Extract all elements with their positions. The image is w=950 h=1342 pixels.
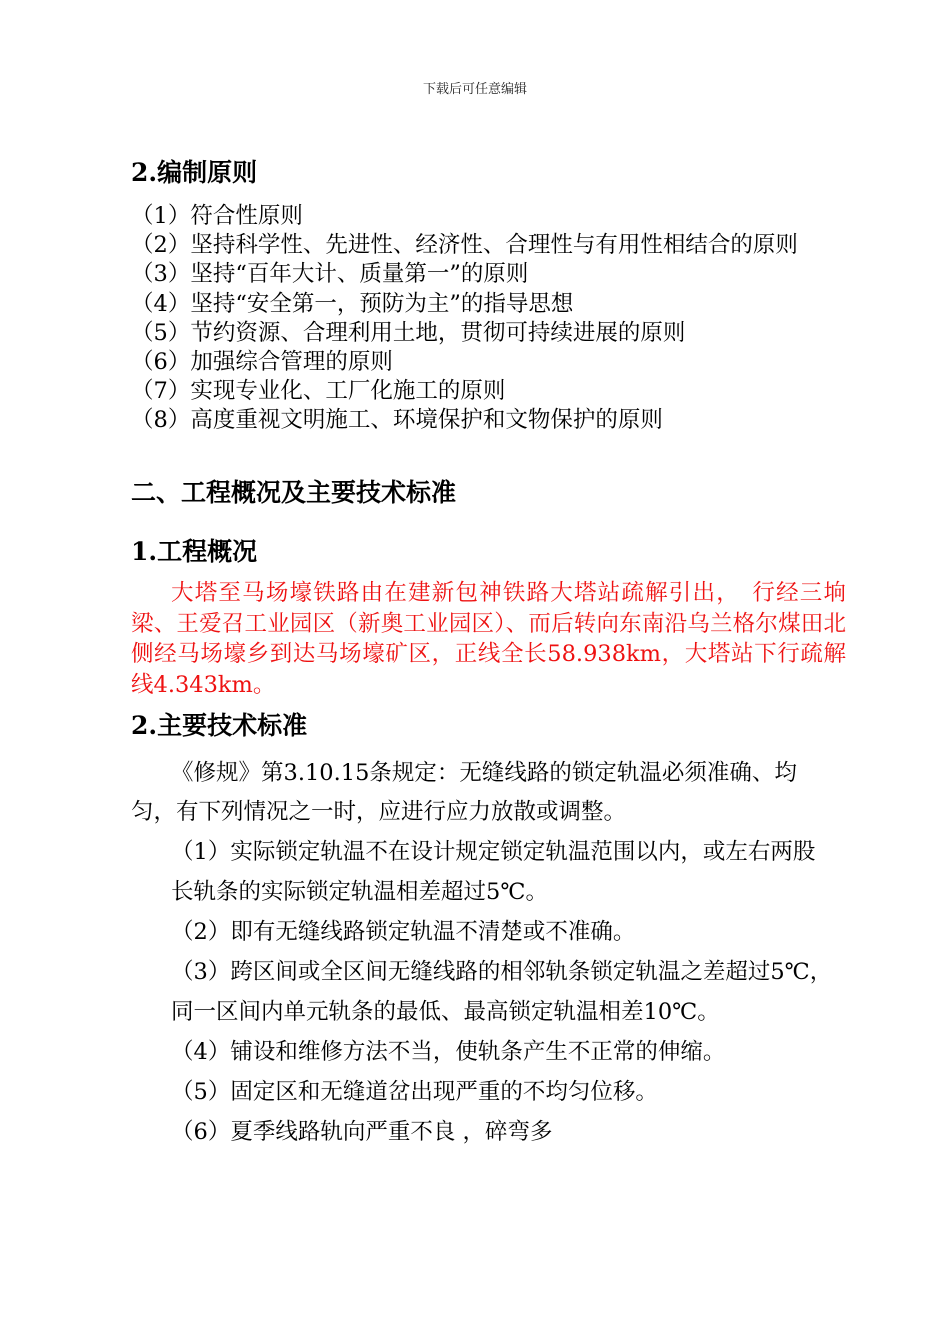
chapter-heading-overview-standards: 二、工程概况及主要技术标准 (131, 478, 457, 507)
standards-conditions-list (171, 832, 836, 1152)
condition-item: （6）夏季线路轨向严重不良 ，碎弯多 (171, 1119, 553, 1145)
condition-item: （5）固定区和无缝道岔出现严重的不均匀位移。 (171, 1079, 658, 1105)
condition-item: （1）实际锁定轨温不在设计规定锁定轨温范围以内，或左右两股长轨条的实际锁定轨温相差超过5℃。 (171, 839, 816, 905)
principles-list (131, 202, 846, 436)
section-heading-technical-standards: 2.主要技术标准 (131, 711, 308, 740)
principle-item: （4）坚持“安全第一，预防为主”的指导思想 (131, 290, 574, 317)
principle-item: （1）符合性原则 (131, 203, 303, 229)
principle-item: （5）节约资源、合理利用土地，贯彻可持续进展的原则 (131, 319, 686, 346)
section-heading-project-overview: 1.工程概况 (131, 537, 258, 566)
condition-item: （3）跨区间或全区间无缝线路的相邻轨条锁定轨温之差超过5℃，同一区间内单元轨条的最低、最高锁定轨温相差10℃。 (171, 959, 833, 1025)
standards-intro-paragraph: 《修规》第3.10.15条规定：无缝线路的锁定轨温必须准确、均匀，有下列情况之一时，应进行应力放散或调整。 (131, 760, 797, 825)
principle-item: （3）坚持“百年大计、质量第一”的原则 (131, 261, 529, 288)
condition-item: （4）铺设和维修方法不当，使轨条产生不正常的伸缩。 (171, 1039, 726, 1065)
principle-item: （8）高度重视文明施工、环境保护和文物保护的原则 (131, 407, 663, 434)
principle-item: （7）实现专业化、工厂化施工的原则 (131, 378, 506, 405)
principle-item: （2）坚持科学性、先进性、经济性、合理性与有用性相结合的原则 (131, 232, 798, 259)
principle-item: （6）加强综合管理的原则 (131, 349, 393, 376)
page-header-note: 下载后可任意编辑 (422, 82, 527, 97)
section-heading-compile-principles: 2.编制原则 (131, 158, 258, 187)
project-overview-paragraph: 大塔至马场壕铁路由在建新包神铁路大塔站疏解引出， 行经三垧梁、王爱召工业园区（新奥工业园区）、而后转向东南沿乌兰格尔煤田北侧经马场壕乡到达马场壕矿区，正线全长58.938km，大塔站下行疏解线4.343km。 (131, 580, 846, 698)
condition-item: （2）即有无缝线路锁定轨温不清楚或不准确。 (171, 919, 636, 945)
